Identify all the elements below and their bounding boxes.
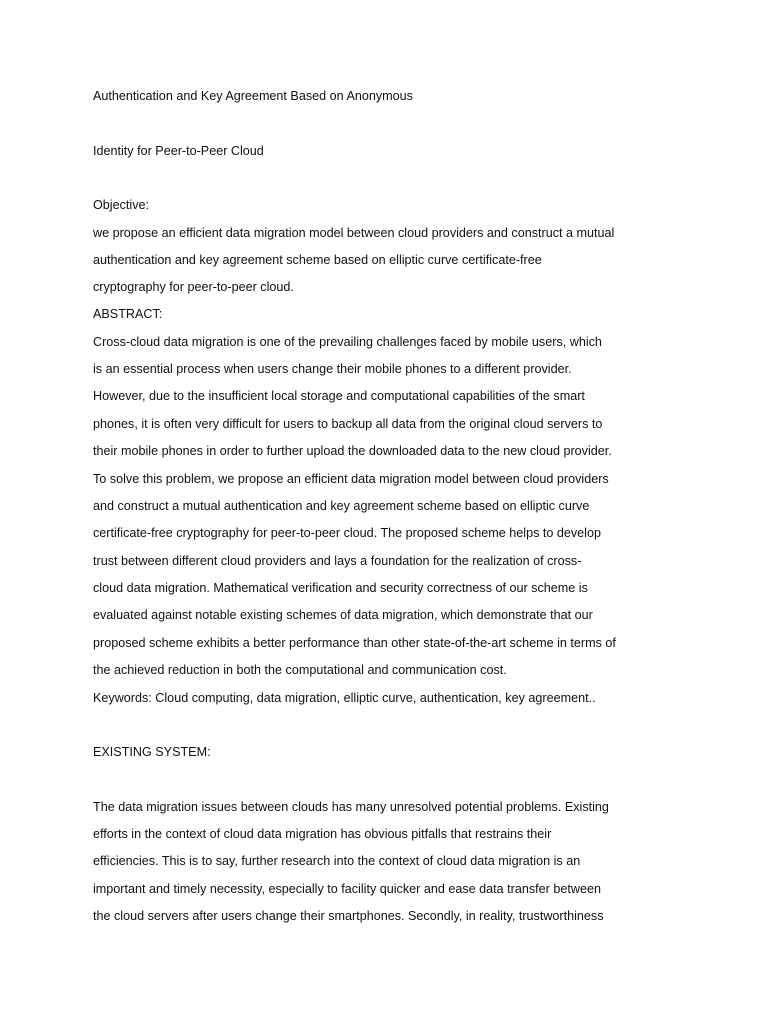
abstract-line: their mobile phones in order to further upload the downloaded data to the new cloud provider. (93, 444, 612, 458)
abstract-line: To solve this problem, we propose an efficient data migration model between cloud providers (93, 472, 609, 486)
objective-line: authentication and key agreement scheme based on elliptic curve certificate-free (93, 253, 542, 267)
objective-heading: Objective: (93, 198, 149, 212)
abstract-line: certificate-free cryptography for peer-to-peer cloud. The proposed scheme helps to develop (93, 526, 601, 540)
abstract-line: Cross-cloud data migration is one of the prevailing challenges faced by mobile users, which (93, 335, 602, 349)
abstract-line: evaluated against notable existing schemes of data migration, which demonstrate that our (93, 608, 593, 622)
abstract-line: proposed scheme exhibits a better performance than other state-of-the-art scheme in terms of (93, 636, 616, 650)
keywords-line: Keywords: Cloud computing, data migration, elliptic curve, authentication, key agreement.. (93, 691, 596, 705)
abstract-line: is an essential process when users change their mobile phones to a different provider. (93, 362, 572, 376)
objective-line: we propose an efficient data migration model between cloud providers and construct a mutual (93, 226, 615, 240)
existing-system-heading: EXISTING SYSTEM: (93, 745, 211, 759)
title-line-1: Authentication and Key Agreement Based on Anonymous (93, 89, 413, 103)
abstract-line: trust between different cloud providers and lays a foundation for the realization of cross- (93, 554, 582, 568)
existing-line: the cloud servers after users change their smartphones. Secondly, in reality, trustworthiness (93, 909, 604, 923)
existing-line: The data migration issues between clouds has many unresolved potential problems. Existing (93, 800, 609, 814)
objective-line: cryptography for peer-to-peer cloud. (93, 280, 294, 294)
abstract-line: cloud data migration. Mathematical verification and security correctness of our scheme is (93, 581, 588, 595)
existing-line: efficiencies. This is to say, further research into the context of cloud data migration is an (93, 854, 581, 868)
abstract-line: the achieved reduction in both the computational and communication cost. (93, 663, 507, 677)
abstract-line: phones, it is often very difficult for users to backup all data from the original cloud servers to (93, 417, 603, 431)
abstract-line: However, due to the insufficient local storage and computational capabilities of the smart (93, 389, 585, 403)
abstract-line: and construct a mutual authentication and key agreement scheme based on elliptic curve (93, 499, 590, 513)
abstract-heading: ABSTRACT: (93, 307, 163, 321)
existing-line: efforts in the context of cloud data migration has obvious pitfalls that restrains their (93, 827, 552, 841)
title-line-2: Identity for Peer-to-Peer Cloud (93, 144, 264, 158)
existing-line: important and timely necessity, especially to facility quicker and ease data transfer between (93, 882, 601, 896)
